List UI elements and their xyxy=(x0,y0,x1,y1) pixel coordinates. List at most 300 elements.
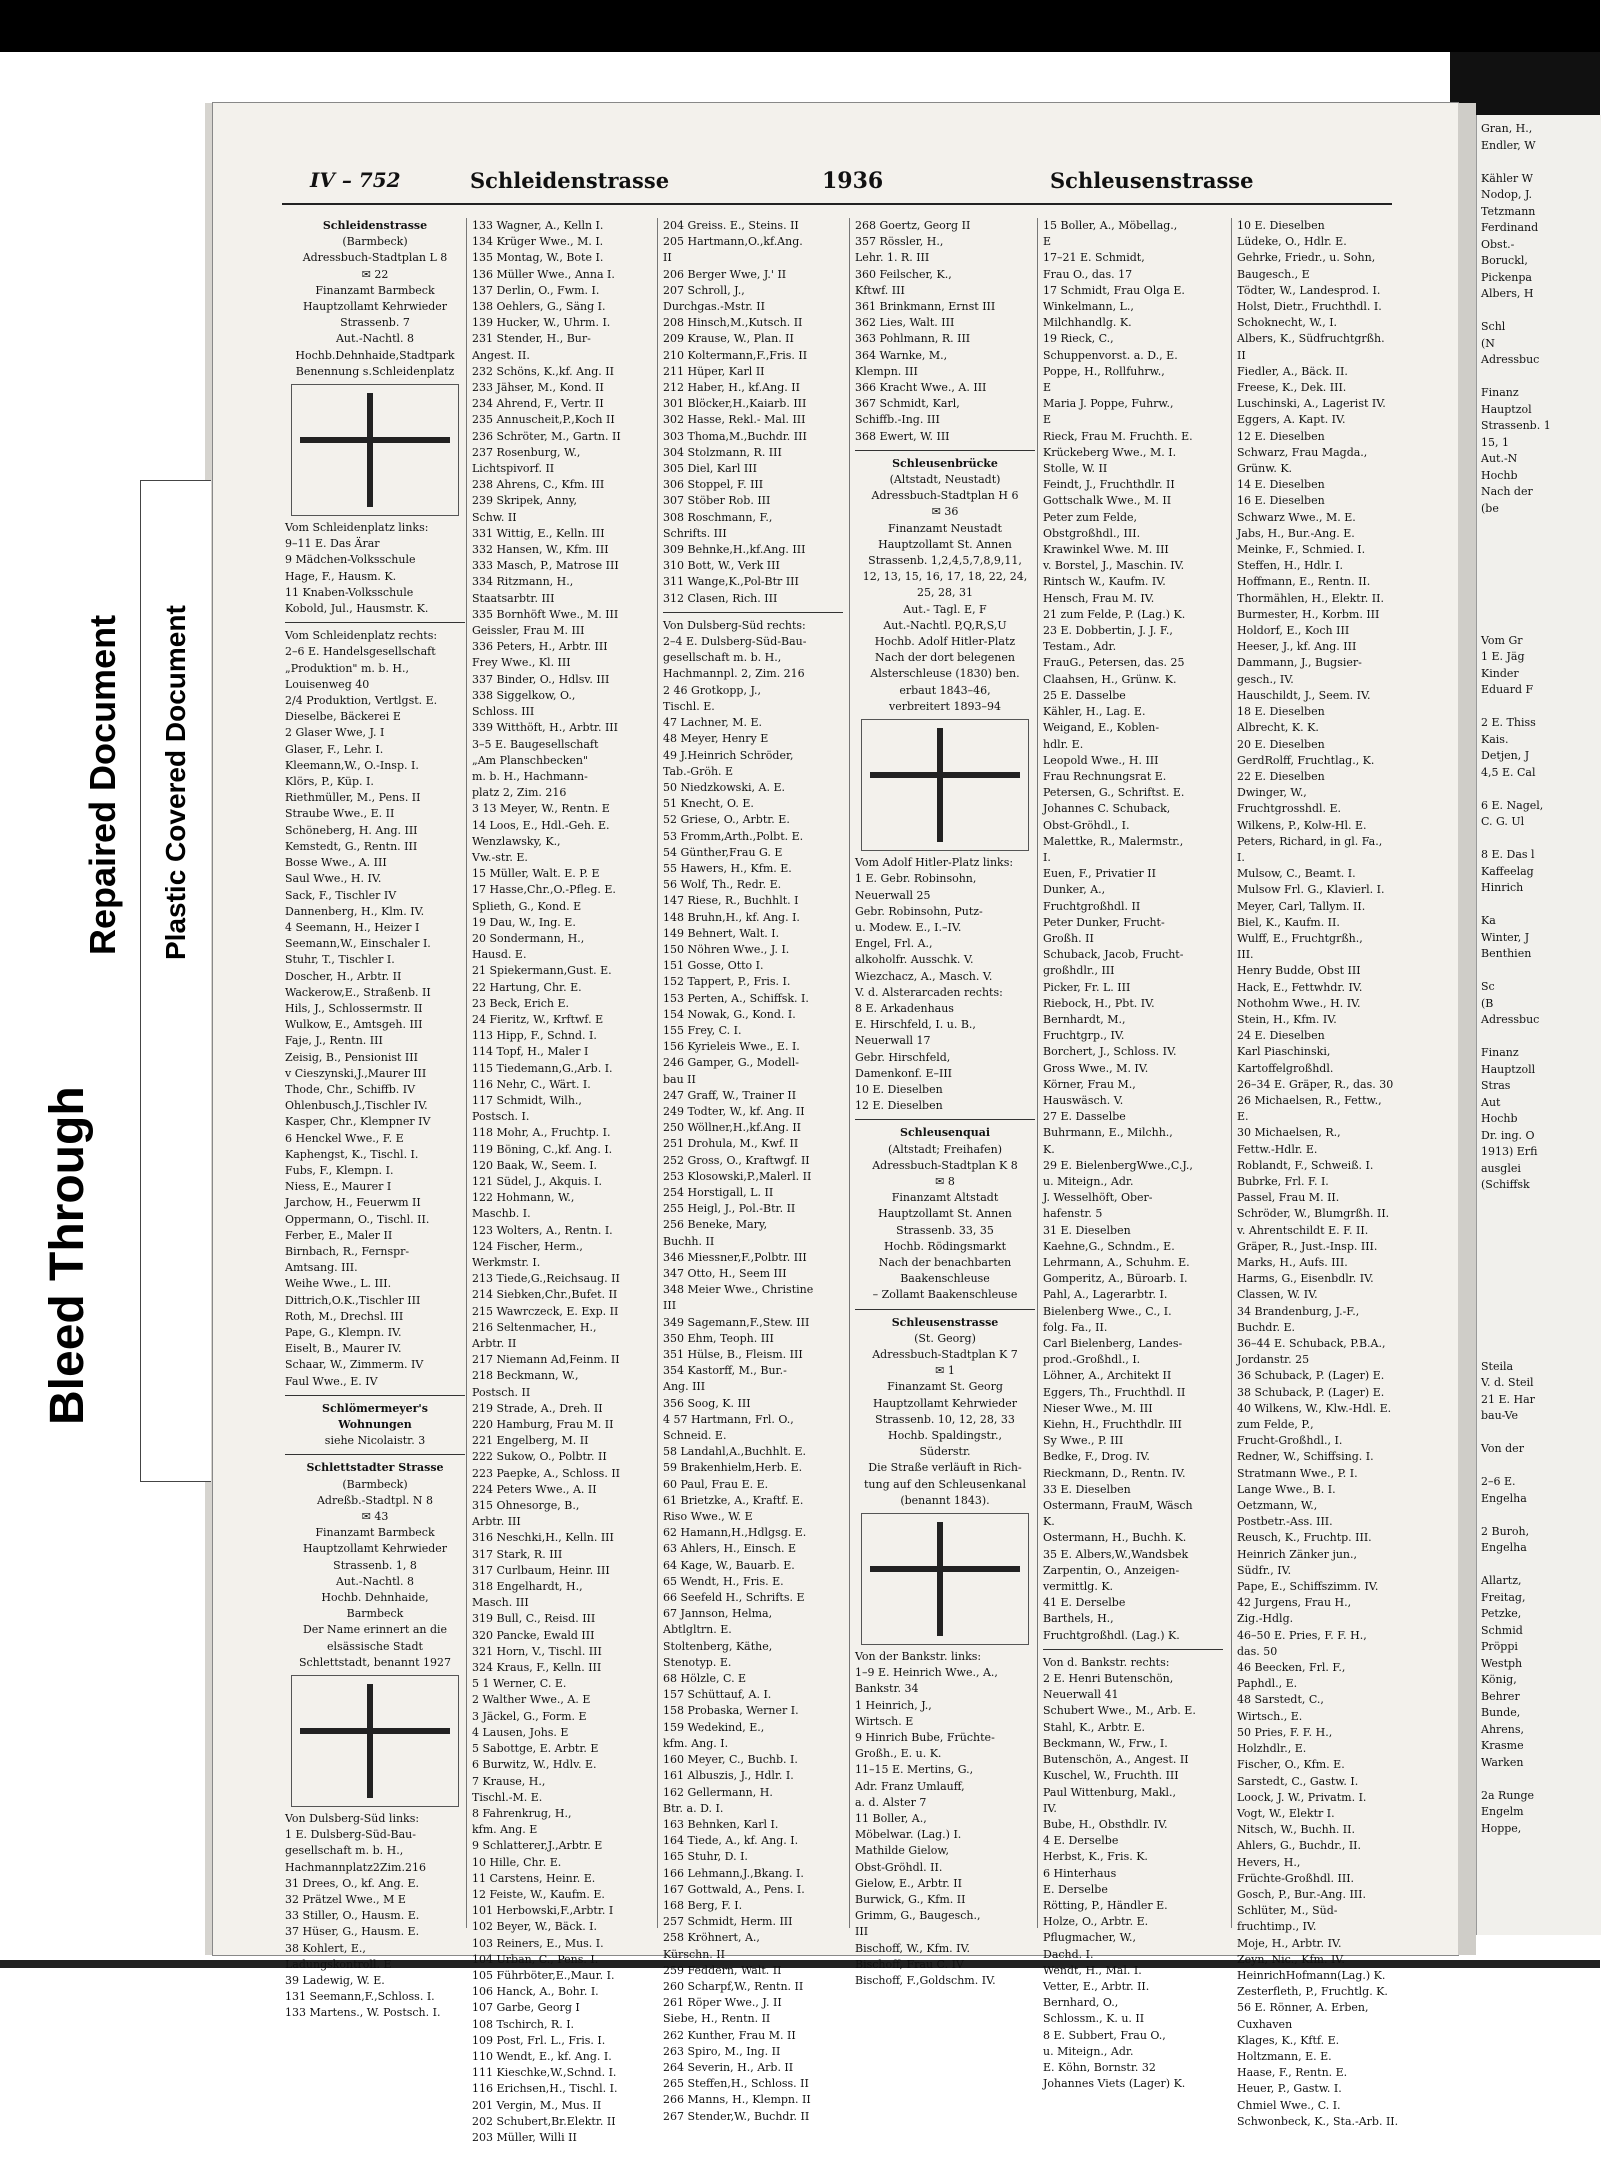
directory-entry: Gomperitz, A., Büroarb. I. xyxy=(1043,1272,1188,1286)
right-page-line xyxy=(1481,369,1597,386)
directory-entry: ✉ 1 xyxy=(935,1364,955,1378)
directory-entry: Gebr. Robinsohn, Putz- xyxy=(855,904,983,918)
directory-entry: 315 Ohnesorge, B., xyxy=(472,1499,580,1513)
directory-entry: Hochb. Dehnhaide, xyxy=(321,1591,429,1605)
directory-entry: Testam., Adr. xyxy=(1043,640,1117,654)
directory-entry: gesch., IV. xyxy=(1237,672,1294,686)
right-page-line: Dr. ing. O xyxy=(1481,1128,1535,1142)
right-page-line: Aut xyxy=(1481,1095,1501,1109)
directory-entry: 262 Kunther, Frau M. II xyxy=(663,2028,796,2042)
directory-entry: 268 Goertz, Georg II xyxy=(855,219,971,232)
directory-entry: Glaser, F., Lehr. I. xyxy=(285,742,384,756)
directory-entry: Baugesch., E xyxy=(1237,267,1310,281)
directory-entry: 23 E. Dobbertin, J. J. F., xyxy=(1043,624,1173,638)
directory-entry: 11–15 E. Mertins, G., xyxy=(855,1763,974,1777)
directory-entry: 265 Steffen,H., Schloss. II xyxy=(663,2077,809,2091)
right-page-line xyxy=(1481,1771,1597,1788)
directory-entry: 261 Röper Wwe., J. II xyxy=(663,1996,782,2010)
right-page-line: Strassenb. 1 xyxy=(1481,419,1551,432)
directory-entry: Lange Wwe., B. I. xyxy=(1237,1482,1336,1496)
bleed-through-label: Bleed Through xyxy=(41,1086,94,1425)
right-page-line: Hauptzoll xyxy=(1481,1062,1536,1076)
directory-entry: 139 Hucker, W., Uhrm. I. xyxy=(472,316,611,330)
directory-entry: 120 Baak, W., Seem. I. xyxy=(472,1158,598,1172)
directory-entry: Redner, W., Schiffsing. I. xyxy=(1237,1450,1374,1464)
directory-entry: 47 Lachner, M. E. xyxy=(663,716,763,730)
directory-entry: Gebr. Hirschfeld, xyxy=(855,1050,951,1064)
directory-entry: 349 Sagemann,F.,Stew. III xyxy=(663,1315,810,1329)
directory-entry: 317 Curlbaum, Heinr. III xyxy=(472,1563,610,1577)
directory-entry: Hochb. Adolf Hitler-Platz xyxy=(874,635,1016,649)
directory-entry: 68 Hölzle, C. E xyxy=(663,1672,747,1686)
directory-entry: 205 Hartmann,O.,kf.Ang. xyxy=(663,235,803,249)
directory-entry: Gehrke, Friedr., u. Sohn, xyxy=(1237,251,1376,265)
directory-entry: Leopold Wwe., H. III xyxy=(1043,753,1159,767)
directory-entry: 258 Kröhnert, A., xyxy=(663,1931,760,1945)
street-left-title: Schleidenstrasse xyxy=(470,168,670,193)
directory-entry: 59 Brakenhielm,Herb. E. xyxy=(663,1461,803,1475)
directory-entry: Schubert Wwe., M., Arb. E. xyxy=(1043,1704,1196,1718)
directory-entry: 105 Führböter,E.,Maur. I. xyxy=(472,1968,615,1982)
directory-entry: „Produktion" m. b. H., xyxy=(285,661,410,675)
directory-entry: Seemann,W., Einschaler I. xyxy=(285,937,431,951)
directory-entry: Butenschön, A., Angest. II xyxy=(1043,1753,1189,1767)
directory-entry: 102 Beyer, W., Bäck. I. xyxy=(472,1920,598,1934)
directory-entry: Barmbeck xyxy=(346,1607,404,1621)
directory-entry: 256 Beneke, Mary, xyxy=(663,1218,768,1232)
directory-entry: Möbelwar. (Lag.) I. xyxy=(855,1828,962,1842)
year: 1936 xyxy=(822,168,884,194)
directory-entry: Wiezchacz, A., Masch. V. xyxy=(855,969,993,983)
directory-entry: 310 Bott, W., Verk III xyxy=(663,559,780,573)
directory-entry: Harms, G., Eisenbdlr. IV. xyxy=(1237,1272,1374,1286)
directory-entry: kfm. Ang. I. xyxy=(663,1736,729,1750)
directory-entry: 113 Hipp, F., Schnd. I. xyxy=(472,1029,597,1043)
right-page-line: Benthien xyxy=(1481,947,1532,960)
directory-entry: Gräper, R., Just.-Insp. III. xyxy=(1237,1239,1378,1253)
directory-entry: Malettke, R., Malermstr., xyxy=(1043,834,1184,848)
directory-entry: hafenstr. 5 xyxy=(1043,1207,1103,1221)
directory-entry: Abtlgltrn. E. xyxy=(663,1623,732,1637)
directory-entry: Die Straße verläuft in Rich- xyxy=(868,1461,1022,1475)
right-page-line xyxy=(1481,1458,1597,1475)
directory-entry: Klörs, P., Küp. I. xyxy=(285,775,374,789)
directory-entry: Dieselbe, Bäckerei E xyxy=(285,710,401,724)
page-number: IV – 752 xyxy=(310,168,401,192)
directory-entry: 26–34 E. Gräper, R., das. 30 xyxy=(1237,1077,1394,1091)
directory-entry: 11 Knaben-Volksschule xyxy=(285,585,414,599)
right-page-line: Behrer xyxy=(1481,1689,1520,1703)
right-page-line: Adressbuc xyxy=(1481,353,1540,366)
directory-entry: 32 Prätzel Wwe., M E xyxy=(285,1893,406,1907)
directory-entry: Mulsow Frl. G., Klavierl. I. xyxy=(1237,883,1385,897)
directory-entry: Frau Rechnungsrat E. xyxy=(1043,769,1167,783)
directory-column-1 xyxy=(285,218,465,2020)
directory-entry: 206 Berger Wwe, J.' II xyxy=(663,267,787,281)
directory-entry: 3–5 E. Baugesellschaft xyxy=(472,737,599,751)
directory-entry: 39 Ladewig, W. E. xyxy=(285,1974,385,1988)
directory-entry: 249 Todter, W., kf. Ang. II xyxy=(663,1104,805,1118)
directory-entry: Hauptzollamt St. Annen xyxy=(878,537,1012,551)
directory-entry: Albers, K., Südfruchtgrßh. xyxy=(1237,332,1385,346)
directory-entry: 4 E. Derselbe xyxy=(1043,1834,1119,1848)
directory-entry: 52 Griese, O., Arbtr. E. xyxy=(663,813,790,827)
directory-entry: Strassenb. 33, 35 xyxy=(896,1223,994,1237)
street-heading: Schleusenquai xyxy=(900,1126,990,1140)
right-page-line xyxy=(1481,303,1597,320)
directory-entry: 12 E. Dieselben xyxy=(855,1099,943,1113)
directory-entry: Cuxhaven xyxy=(1237,2017,1293,2031)
directory-entry: Stoltenberg, Käthe, xyxy=(663,1639,773,1653)
directory-entry: – Zollamt Baakenschleuse xyxy=(872,1288,1018,1302)
directory-entry: Adressbuch-Stadtplan K 8 xyxy=(872,1158,1018,1172)
directory-entry: 207 Schroll, J., xyxy=(663,283,745,297)
directory-entry: Aut.-Nachtl. 8 xyxy=(335,1574,415,1588)
directory-entry: Schwarz Wwe., M. E. xyxy=(1237,510,1356,524)
directory-entry: E. Derselbe xyxy=(1043,1882,1108,1896)
directory-entry: 116 Nehr, C., Wärt. I. xyxy=(472,1077,591,1091)
directory-entry: 36 Schuback, P. (Lager) E. xyxy=(1237,1369,1385,1383)
directory-entry: Biel, K., Kaufm. II. xyxy=(1237,915,1340,929)
directory-entry: 362 Lies, Walt. III xyxy=(855,316,955,330)
right-page-line: Tetzmann xyxy=(1481,204,1536,218)
directory-entry: 10 Hille, Chr. E. xyxy=(472,1855,562,1869)
right-page-line: V. d. Steil xyxy=(1481,1376,1534,1389)
directory-entry: 25, 28, 31 xyxy=(917,586,973,600)
directory-entry: E xyxy=(1043,235,1052,249)
right-page-line: Freitag, xyxy=(1481,1590,1526,1604)
directory-entry: Holst, Dietr., Fruchthdl. I. xyxy=(1237,300,1382,314)
directory-entry: 31 Drees, O., kf. Ang. E. xyxy=(285,1876,420,1890)
right-page-line: 8 E. Das l xyxy=(1481,848,1535,861)
directory-entry: u. Miteign., Adr. xyxy=(1043,1174,1134,1188)
directory-entry: 109 Post, Frl. L., Fris. I. xyxy=(472,2033,606,2047)
directory-entry: Sarstedt, C., Gastw. I. xyxy=(1237,1774,1359,1788)
directory-entry: 219 Strade, A., Dreh. II xyxy=(472,1401,603,1415)
directory-entry: K. xyxy=(1043,1515,1055,1529)
directory-entry: Doscher, H., Arbtr. II xyxy=(285,969,402,983)
directory-entry: 160 Meyer, C., Buchb. I. xyxy=(663,1753,798,1767)
directory-entry: Zesterfleth, P., Fruchtlg. K. xyxy=(1237,1985,1388,1999)
directory-entry: Carl Bielenberg, Landes- xyxy=(1043,1337,1183,1351)
directory-entry: Aut.-Nachtl. 8 xyxy=(335,332,415,346)
directory-entry: Amtsang. III. xyxy=(285,1261,358,1275)
right-page-line xyxy=(1481,550,1597,567)
directory-entry: 7 Krause, H., xyxy=(472,1774,546,1788)
directory-entry: Masch. III xyxy=(472,1596,529,1610)
directory-entry: Löhner, A., Architekt II xyxy=(1043,1369,1172,1383)
directory-entry: Tab.-Gröh. E xyxy=(663,764,734,778)
right-page-line xyxy=(1481,600,1597,617)
directory-entry: Strassenb. 7 xyxy=(340,316,410,330)
directory-entry: 213 Tiede,G.,Reichsaug. II xyxy=(472,1272,620,1286)
directory-entry: Claahsen, H., Grünw. K. xyxy=(1043,672,1177,686)
directory-entry: Adressbuch-Stadtplan L 8 xyxy=(302,251,448,265)
right-page-line: Obst.- xyxy=(1481,237,1515,251)
directory-entry: Albrecht, K. K. xyxy=(1237,721,1319,735)
directory-entry: 27 E. Dasselbe xyxy=(1043,1110,1126,1124)
directory-entry: Früchte-Großhdl. III. xyxy=(1237,1871,1355,1885)
directory-entry: 6 Henckel Wwe., F. E xyxy=(285,1131,404,1145)
directory-entry: Ostermann, FrauM, Wäsch xyxy=(1043,1499,1193,1513)
directory-entry: Von Dulsberg-Süd rechts: xyxy=(663,618,806,632)
directory-entry: Wirtsch. E xyxy=(855,1714,914,1728)
directory-entry: 324 Kraus, F., Kelln. III xyxy=(472,1661,602,1675)
directory-entry: Vogt, W., Elektr I. xyxy=(1237,1806,1335,1820)
directory-entry: Straube Wwe., E. II xyxy=(285,807,395,821)
directory-entry: Schw. II xyxy=(472,510,517,524)
directory-entry: 24 Fieritz, W., Krftwf. E xyxy=(472,1012,604,1026)
directory-entry: Classen, W. IV. xyxy=(1237,1288,1318,1302)
right-page-line: Engelm xyxy=(1481,1805,1524,1818)
directory-entry: Loock, J. W., Privatm. I. xyxy=(1237,1790,1367,1804)
directory-entry: Weihe Wwe., L. III. xyxy=(285,1277,392,1291)
right-page-line: Gran, H., xyxy=(1481,122,1533,135)
directory-entry: 9 Mädchen-Volksschule xyxy=(285,553,416,567)
right-page-line: bau-Ve xyxy=(1481,1409,1519,1422)
right-page-line xyxy=(1481,1276,1597,1293)
directory-entry: Ang. III xyxy=(663,1380,706,1394)
directory-entry: Milchhandlg. K. xyxy=(1043,316,1132,330)
directory-entry: 18 E. Dieselben xyxy=(1237,705,1325,719)
directory-entry: 360 Feilscher, K., xyxy=(855,267,952,281)
directory-entry: fruchtimp., IV. xyxy=(1237,1920,1317,1934)
directory-entry: Sack, F., Tischler IV xyxy=(285,888,397,902)
directory-entry: Dammann, J., Bugsier- xyxy=(1237,656,1362,670)
directory-entry: Vom Schleidenplatz links: xyxy=(285,521,429,535)
directory-entry: Roblandt, F., Schweiß. I. xyxy=(1237,1158,1374,1172)
right-page-line: Nodop, J. xyxy=(1481,188,1532,201)
right-page-line xyxy=(1481,1293,1597,1310)
directory-entry: Kemstedt, G., Rentn. III xyxy=(285,839,418,853)
street-map-sketch xyxy=(861,1513,1029,1645)
right-page-fragment xyxy=(1476,115,1601,1935)
directory-entry: Südfr., IV. xyxy=(1237,1563,1292,1577)
directory-entry: hdlr. E. xyxy=(1043,737,1084,751)
directory-entry: Lichtspivorf. II xyxy=(472,462,555,476)
directory-entry: 302 Hasse, Rekl.- Mal. III xyxy=(663,413,806,427)
directory-entry: Körner, Frau M., xyxy=(1043,1077,1136,1091)
directory-entry: 11 Carstens, Heinr. E. xyxy=(472,1871,596,1885)
directory-entry: Finanzamt Barmbeck xyxy=(315,283,435,297)
directory-entry: 202 Schubert,Br.Elektr. II xyxy=(472,2114,616,2128)
directory-entry: Eggers, Th., Fruchthdl. II xyxy=(1043,1385,1186,1399)
directory-entry: 308 Roschmann, F., xyxy=(663,510,773,524)
directory-entry: 1 E. Dulsberg-Süd-Bau- xyxy=(285,1828,416,1842)
directory-entry: 114 Topf, H., Maler I xyxy=(472,1045,589,1059)
directory-entry: Holtzmann, E. E. xyxy=(1237,2049,1332,2063)
right-page-line: (N xyxy=(1481,336,1495,350)
directory-entry: 366 Kracht Wwe., A. III xyxy=(855,381,987,395)
directory-entry: Vw.-str. E. xyxy=(472,850,528,864)
directory-entry: 15 Müller, Walt. E. P. E xyxy=(472,867,600,881)
right-page-line: Steila xyxy=(1481,1359,1514,1373)
directory-entry: Paphdl., E. xyxy=(1237,1677,1298,1691)
directory-entry: 15 Boller, A., Möbellag., xyxy=(1043,219,1178,232)
directory-entry: Nieser Wwe., M. III xyxy=(1043,1401,1153,1415)
directory-entry: 2 Glaser Wwe, J. I xyxy=(285,726,385,740)
directory-entry: 316 Neschki,H., Kelln. III xyxy=(472,1531,614,1545)
directory-entry: Bedke, F., Drog. IV. xyxy=(1043,1450,1150,1464)
directory-entry: Wulff, E., Fruchtgrßh., xyxy=(1237,931,1363,945)
directory-entry: 209 Krause, W., Plan. II xyxy=(663,332,794,346)
directory-entry: Marks, H., Aufs. III. xyxy=(1237,1256,1348,1269)
directory-entry: 222 Sukow, O., Polbtr. II xyxy=(472,1450,607,1464)
directory-entry: 5 Sabottge, E. Arbtr. E xyxy=(472,1742,599,1756)
right-page-line: Ferdinand xyxy=(1481,221,1539,234)
directory-entry: Fruchtgrp., IV. xyxy=(1043,1029,1125,1043)
directory-entry: Damenkonf. E–III xyxy=(855,1066,953,1080)
directory-entry: Ahlers, G., Buchdr., II. xyxy=(1237,1839,1362,1853)
directory-entry: 40 Wilkens, W., Klw.-Hdl. E. xyxy=(1237,1401,1392,1415)
directory-entry: 2 Walther Wwe., A. E xyxy=(472,1693,591,1707)
directory-entry: Hachmannplatz2Zim.216 xyxy=(285,1860,426,1874)
directory-entry: Hevers, H., xyxy=(1237,1855,1301,1869)
directory-entry: 9–11 E. Das Ärar xyxy=(285,537,380,551)
directory-entry: 10 E. Dieselben xyxy=(1237,219,1325,232)
directory-entry: 9 Hinrich Bube, Früchte- xyxy=(855,1731,995,1745)
directory-entry: 25 E. Dasselbe xyxy=(1043,688,1126,702)
column-separator xyxy=(657,218,658,1928)
directory-entry: 267 Stender,W., Buchdr. II xyxy=(663,2109,810,2123)
directory-entry: Peter Dunker, Frucht- xyxy=(1043,915,1165,929)
directory-entry: 38 Schuback, P. (Lager) E. xyxy=(1237,1385,1385,1399)
directory-entry: 303 Thoma,M.,Buchdr. III xyxy=(663,429,807,443)
directory-entry: Gosch, P., Bur.-Ang. III. xyxy=(1237,1887,1366,1901)
directory-entry: Bischoff, Frau C. IV xyxy=(855,1957,964,1971)
directory-entry: Maria J. Poppe, Fuhrw., xyxy=(1043,397,1174,411)
directory-entry: 12 E. Dieselben xyxy=(1237,429,1325,443)
directory-entry: u. Modew. E., I.–IV. xyxy=(855,920,962,934)
directory-entry: 22 E. Dieselben xyxy=(1237,769,1325,783)
directory-entry: 46 Beecken, Frl. F., xyxy=(1237,1661,1346,1675)
directory-entry: 22 Hartung, Chr. E. xyxy=(472,980,582,994)
directory-entry: Hachmannpl. 2, Zim. 216 xyxy=(663,667,805,681)
directory-entry: 347 Otto, H., Seem III xyxy=(663,1267,787,1280)
directory-entry: 253 Klosowski,P.,Malerl. II xyxy=(663,1169,812,1183)
directory-entry: Aut.-Nachtl. P,Q,R,S,U xyxy=(883,618,1007,632)
directory-entry: 137 Derlin, O., Fwm. I. xyxy=(472,283,600,297)
directory-entry: 2 E. Henri Butenschön, xyxy=(1043,1672,1174,1686)
directory-entry: 321 Horn, V., Tischl. III xyxy=(472,1644,602,1658)
right-page-line xyxy=(1481,1210,1597,1227)
directory-entry: 211 Hüper, Karl II xyxy=(663,364,765,378)
directory-entry: 9 Schlatterer,J.,Arbtr. E xyxy=(472,1839,603,1853)
directory-entry: 34 Brandenburg, J.-F., xyxy=(1237,1304,1360,1318)
directory-entry: Peters, Richard, in gl. Fa., xyxy=(1237,834,1383,848)
directory-entry: Zig.-Hdlg. xyxy=(1237,1612,1294,1626)
directory-entry: Meinke, F., Schmied. I. xyxy=(1237,543,1366,557)
directory-entry: 14 E. Dieselben xyxy=(1237,478,1325,492)
right-page-line: 6 E. Nagel, xyxy=(1481,798,1544,812)
right-page-line: 2 E. Thiss xyxy=(1481,716,1536,729)
directory-entry: 16 E. Dieselben xyxy=(1237,494,1325,508)
directory-entry: Heeser, J., kf. Ang. III xyxy=(1237,640,1357,654)
directory-entry: Nach der benachbarten xyxy=(878,1255,1012,1269)
directory-entry: Schwonbeck, K., Sta.-Arb. II. xyxy=(1237,2114,1399,2128)
street-heading: Schleusenstrasse xyxy=(891,1315,999,1329)
right-page-line: Schmid xyxy=(1481,1623,1523,1637)
street-heading: Wohnungen xyxy=(338,1418,412,1431)
right-page-line xyxy=(1481,1260,1597,1277)
directory-entry: 53 Fromm,Arth.,Polbt. E. xyxy=(663,829,804,843)
right-page-line: Engelha xyxy=(1481,1541,1527,1554)
directory-entry: bau II xyxy=(663,1072,696,1086)
directory-entry: III. xyxy=(1237,948,1254,962)
directory-entry: Dwinger, W., xyxy=(1237,786,1307,800)
right-page-line: Allartz, xyxy=(1481,1574,1522,1587)
directory-entry: gesellschaft m. b. H., xyxy=(285,1844,404,1858)
column-separator xyxy=(1037,218,1038,1928)
directory-entry: Postbetr.-Ass. III. xyxy=(1237,1515,1333,1529)
directory-entry: 167 Gottwald, A., Pens. I. xyxy=(663,1882,805,1896)
directory-entry: 111 Kieschke,W.,Schnd. I. xyxy=(472,2066,617,2080)
directory-column-6 xyxy=(1237,218,1417,2128)
directory-entry: Peter zum Felde, xyxy=(1043,510,1138,524)
directory-entry: 159 Wedekind, E., xyxy=(663,1720,765,1734)
right-page-line: ausglei xyxy=(1481,1161,1521,1175)
right-page-line xyxy=(1481,154,1597,171)
directory-entry: E. xyxy=(1237,1110,1249,1124)
right-page-line: (be xyxy=(1481,501,1499,515)
directory-entry: Finanzamt St. Georg xyxy=(887,1380,1003,1394)
directory-column-5 xyxy=(1043,218,1223,2091)
directory-entry: 319 Bull, C., Reisd. III xyxy=(472,1612,596,1626)
directory-entry: 346 Miessner,F.,Polbtr. III xyxy=(663,1250,807,1264)
directory-entry: Wulkow, E., Amtsgeh. III xyxy=(285,1018,423,1032)
directory-entry: Schlossm., K. u. II xyxy=(1043,2012,1145,2026)
directory-entry: 147 Riese, R., Buchhlt. I xyxy=(663,894,799,908)
directory-entry: Kartoffelgroßhdl. xyxy=(1237,1061,1334,1075)
directory-entry: Rieck, Frau M. Fruchth. E. xyxy=(1043,429,1193,443)
directory-entry: Maschb. I. xyxy=(472,1207,531,1221)
directory-entry: Der Name erinnert an die xyxy=(302,1623,448,1637)
directory-entry: Von d. Bankstr. rechts: xyxy=(1043,1655,1170,1669)
directory-entry: Bankstr. 34 xyxy=(855,1682,919,1696)
right-page-line: Hochb xyxy=(1481,1112,1518,1125)
directory-entry: Stuhr, T., Tischler I. xyxy=(285,953,395,967)
directory-entry: Hack, E., Fettwhdr. IV. xyxy=(1237,980,1363,994)
directory-entry: 5 1 Werner, C. E. xyxy=(472,1677,567,1691)
directory-entry: Von der Bankstr. links: xyxy=(855,1650,982,1664)
directory-entry: Wenzlawsky, K., xyxy=(472,834,561,848)
directory-entry: 17–21 E. Schmidt, xyxy=(1043,251,1145,265)
directory-entry: Faje, J., Rentn. III xyxy=(285,1034,383,1048)
directory-entry: 257 Schmidt, Herm. III xyxy=(663,1915,793,1929)
directory-entry: 6 Burwitz, W., Hdlv. E. xyxy=(472,1758,597,1772)
right-page-line: (Schiffsk xyxy=(1481,1178,1530,1191)
directory-entry: 29 E. BielenbergWwe.,C.J., xyxy=(1043,1158,1193,1172)
directory-entry: 368 Ewert, W. III xyxy=(855,429,950,443)
directory-entry: Schiffb.-Ing. III xyxy=(855,413,940,427)
directory-entry: 317 Stark, R. III xyxy=(472,1547,563,1561)
right-page-line: (B xyxy=(1481,996,1494,1010)
directory-entry: II xyxy=(663,251,672,265)
right-page-line xyxy=(1481,1243,1597,1260)
directory-entry: Klempn. III xyxy=(855,364,918,378)
directory-entry: 306 Stoppel, F. III xyxy=(663,478,764,492)
directory-entry: Grünw. K. xyxy=(1237,462,1293,476)
directory-entry: 33 Stiller, O., Hausm. E. xyxy=(285,1909,420,1923)
right-page-line: 21 E. Har xyxy=(1481,1392,1535,1406)
directory-entry: Pape, G., Klempn. IV. xyxy=(285,1325,402,1339)
directory-entry: 339 Witthöft, H., Arbtr. III xyxy=(472,721,618,735)
section-divider xyxy=(663,612,843,613)
directory-entry: Johannes C. Schuback, xyxy=(1043,802,1171,816)
directory-entry: Nitsch, W., Buchh. II. xyxy=(1237,1823,1355,1837)
right-page-line: Nach der xyxy=(1481,485,1533,498)
directory-entry: Louisenweg 40 xyxy=(285,677,370,691)
